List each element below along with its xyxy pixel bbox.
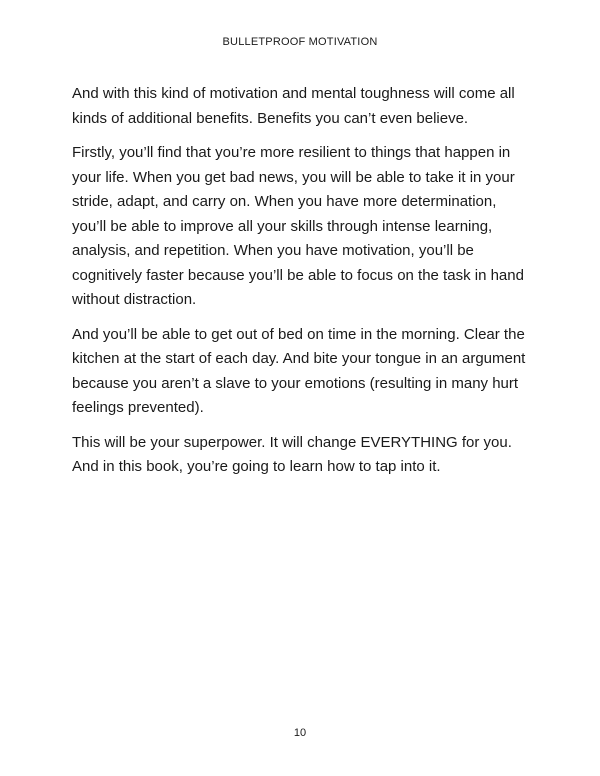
- running-header: BULLETPROOF MOTIVATION: [222, 36, 378, 48]
- paragraph: And you’ll be able to get out of bed on time in the morning. Clear the kitchen at the start of each day. And bite your tongue in an argument because you aren’t a slave to your emotions (resulting in many hurt feelings prevented).: [72, 325, 526, 416]
- paragraph: Firstly, you’ll find that you’re more resilient to things that happen in your life. When you get bad news, you will be able to take it in your stride, adapt, and carry on. When you have more determination, you’ll be able to improve all your skills through intense learning, analysis, and repetition. When you have motivation, you’ll be cognitively faster because you’ll be able to focus on the task in hand without distraction.: [72, 144, 524, 308]
- page-number: 10: [293, 727, 307, 739]
- paragraph: And with this kind of motivation and mental toughness will come all kinds of additional benefits. Benefits you can’t even believe.: [72, 85, 515, 127]
- paragraph: This will be your superpower. It will change EVERYTHING for you. And in this book, you’re going to learn how to tap into it.: [72, 433, 512, 475]
- body-text: [72, 82, 532, 490]
